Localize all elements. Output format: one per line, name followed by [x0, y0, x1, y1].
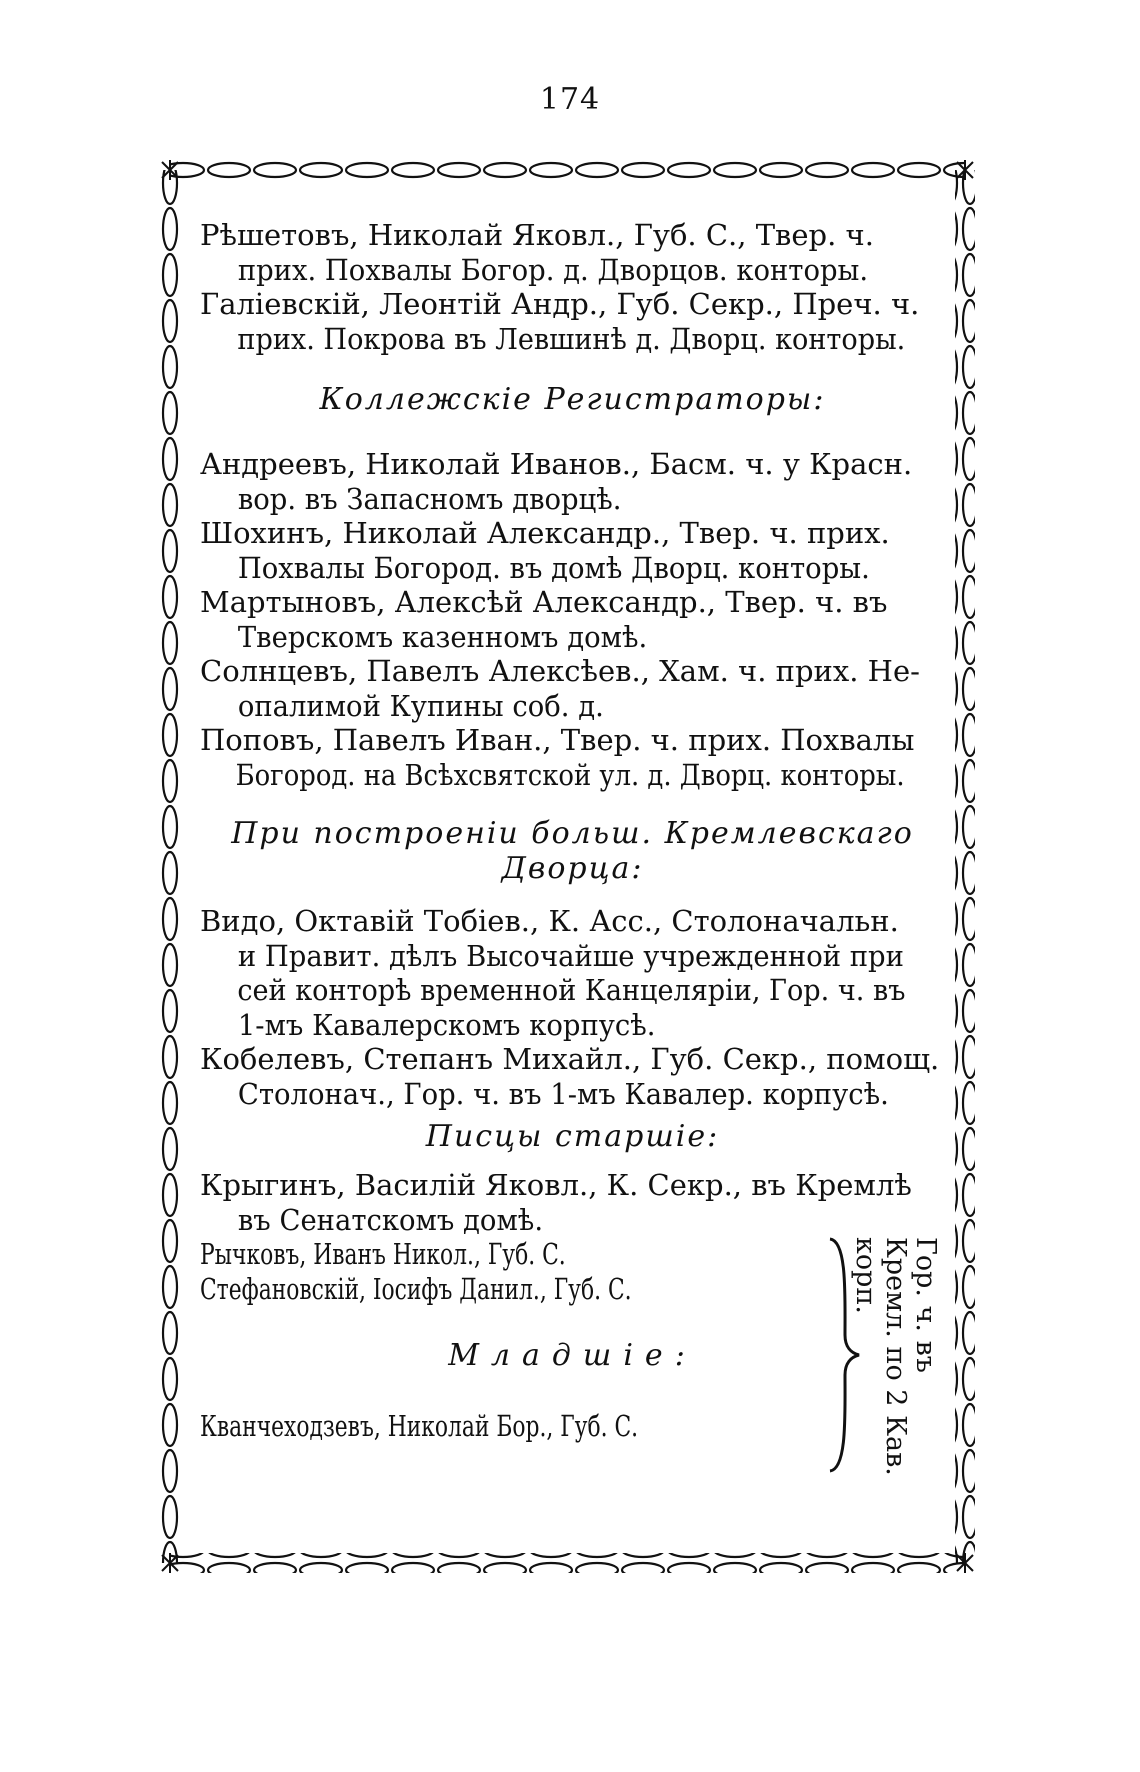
entry-continuation-line: Тверскомъ казенномъ домѣ. [237, 619, 648, 654]
entry-line: Кванчеходзевъ, Николай Бор., Губ. С. [200, 1409, 639, 1443]
entry-line: Стефановскій, Іосифъ Данил., Губ. С. [200, 1271, 632, 1306]
entry-line: Поповъ, Павелъ Иван., Твер. ч. прих. Похвалы [200, 723, 915, 757]
entry-line: Андреевъ, Николай Иванов., Басм. ч. у Красн. [200, 447, 913, 481]
entry-line: Рычковъ, Иванъ Никол., Губ. С. [200, 1237, 566, 1271]
section-heading-senior-clerks: Писцы старшіе: [425, 1119, 720, 1154]
entry-continuation-line: 1-мъ Кавалерскомъ корпусѣ. [237, 1007, 656, 1042]
page-number: 174 [539, 82, 601, 117]
entry-continuation-line: вор. въ Запасномъ дворцѣ. [237, 481, 622, 516]
page-body [200, 218, 945, 1476]
entry-continuation-line: сей конторѣ временной Канцеляріи, Гор. ч. въ [237, 973, 906, 1007]
side-note-address: Гор. ч. въ Кремл. по 2 Кав. корп. [850, 1237, 941, 1476]
entry-continuation-line: прих. Покрова въ Левшинѣ д. Дворц. конторы. [237, 321, 906, 356]
entry-line: Солнцевъ, Павелъ Алексѣев., Хам. ч. прих. Не- [200, 654, 920, 688]
section-gubernial-secretaries [200, 218, 945, 356]
entry-continuation-line: и Правит. дѣлъ Высочайше учрежденной при [237, 938, 904, 973]
entry-line: Мартыновъ, Алексѣй Александр., Твер. ч. въ [200, 585, 888, 619]
section-kremlin-palace-staff [200, 904, 945, 1111]
entry-line: Галіевскій, Леонтій Андр., Губ. Секр., Преч. ч. [200, 287, 920, 321]
entry-line: Видо, Октавій Тобіев., К. Асс., Столоначальн. [200, 904, 899, 938]
entry-continuation-line: Богород. на Всѣхсвятской ул. д. Дворц. конторы. [235, 757, 905, 792]
section-heading-junior-clerks: Младшіе: [448, 1338, 697, 1373]
entry-line: Рѣшетовъ, Николай Яковл., Губ. С., Твер. ч. [200, 218, 874, 252]
entry-line: Крыгинъ, Василій Яковл., К. Секр., въ Кремлѣ [200, 1168, 912, 1202]
section-heading-kremlin-palace: При построеніи больш. Кремлевскаго Дворца: [231, 816, 914, 886]
entry-line: Кобелевъ, Степанъ Михайл., Губ. Секр., помощ. [200, 1042, 940, 1076]
entry-continuation-line: Похвалы Богород. въ домѣ Дворц. конторы. [237, 550, 870, 585]
entry-continuation-line: опалимой Купины соб. д. [237, 688, 604, 723]
section-heading-collegiate-registrars: Коллежскіе Регистраторы: [319, 382, 826, 417]
section-collegiate-registrars [200, 447, 945, 792]
entry-continuation-line: въ Сенатскомъ домѣ. [237, 1202, 544, 1237]
entry-line: Шохинъ, Николай Александр., Твер. ч. прих. [200, 516, 890, 550]
section-senior-clerks [200, 1168, 945, 1237]
braced-group [200, 1237, 945, 1476]
entry-continuation-line: прих. Похвалы Богор. д. Дворцов. конторы. [237, 252, 869, 287]
entry-continuation-line: Столонач., Гор. ч. въ 1-мъ Кавалер. корпусѣ. [237, 1076, 889, 1111]
